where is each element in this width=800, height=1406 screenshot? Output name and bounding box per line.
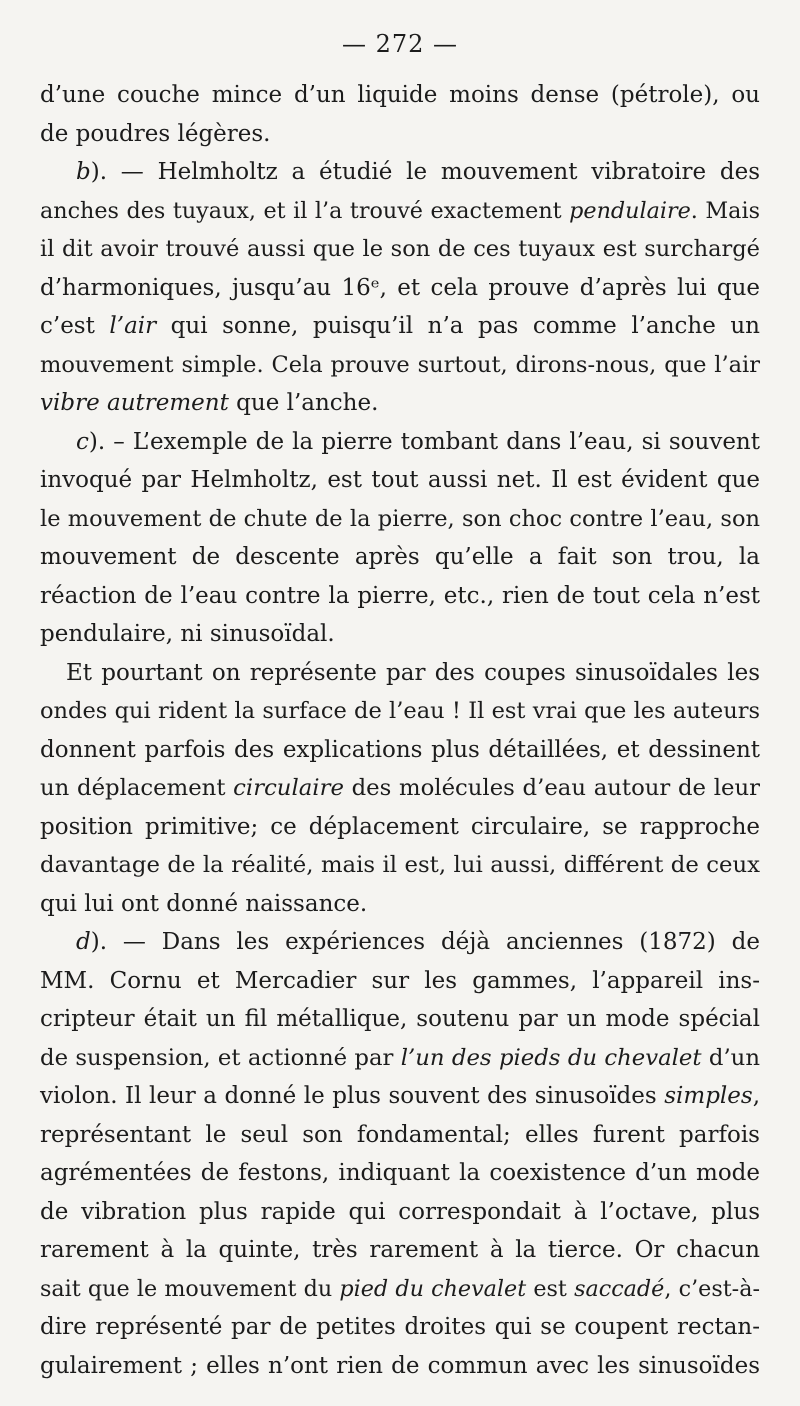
text-line bbox=[40, 1000, 760, 1039]
text-line bbox=[40, 346, 760, 385]
text-line bbox=[40, 923, 760, 962]
text-segment: dire représenté par de petites droites qui se coupent rectan- bbox=[40, 1314, 760, 1340]
page-number: — 272 — bbox=[341, 30, 459, 58]
text-segment: ). — Dans les expériences déjà anciennes (1872) de bbox=[90, 929, 760, 955]
text-line bbox=[40, 153, 760, 192]
text-segment: rarement à la quinte, très rarement à la tierce. Or chacun bbox=[40, 1237, 760, 1263]
text-segment: , c’est-à- bbox=[664, 1275, 760, 1302]
text-line bbox=[40, 307, 760, 346]
text-line bbox=[40, 192, 760, 231]
text-line bbox=[40, 1308, 760, 1347]
italic-text: saccadé bbox=[574, 1275, 665, 1302]
text-segment: Et pourtant on représente par des coupes sinusoïdales les bbox=[66, 659, 760, 686]
text-line bbox=[40, 1154, 760, 1193]
text-segment: c’est bbox=[40, 313, 110, 339]
text-segment: invoqué par Helmholtz, est tout aussi net. Il est évident que bbox=[40, 467, 760, 493]
text-segment: que l’anche. bbox=[228, 390, 379, 416]
text-segment: cripteur était un fil métallique, soutenu par un mode spécial bbox=[40, 1006, 760, 1032]
italic-text: simples bbox=[664, 1083, 753, 1109]
italic-text: pendulaire bbox=[569, 197, 691, 224]
italic-text: circulaire bbox=[233, 775, 344, 801]
text-segment: des molécules d’eau autour de leur bbox=[343, 775, 760, 801]
text-line bbox=[40, 1270, 760, 1309]
text-line bbox=[40, 1039, 760, 1078]
text-line bbox=[40, 384, 760, 423]
text-line bbox=[40, 1347, 760, 1386]
text-segment: il dit avoir trouvé aussi que le son de ces tuyaux est surchargé bbox=[40, 236, 760, 262]
text-segment: de suspension, et actionné par bbox=[40, 1044, 401, 1071]
text-line bbox=[40, 461, 760, 500]
text-line bbox=[40, 654, 760, 693]
text-segment: MM. Cornu et Mercadier sur les gammes, l’appareil ins- bbox=[40, 967, 760, 994]
text-line bbox=[40, 885, 760, 924]
text-segment: un déplacement bbox=[40, 775, 234, 801]
text-segment: de vibration plus rapide qui correspondait à l’octave, plus bbox=[40, 1198, 760, 1225]
text-segment: pendulaire, ni sinusoïdal. bbox=[40, 621, 335, 647]
text-segment: réaction de l’eau contre la pierre, etc., rien de tout cela n’est bbox=[40, 582, 760, 609]
text-line bbox=[40, 1193, 760, 1232]
text-segment: ondes qui rident la surface de l’eau ! Il est vrai que les auteurs bbox=[40, 698, 760, 724]
text-line bbox=[40, 1231, 760, 1270]
italic-text: l’air bbox=[109, 313, 157, 339]
text-line bbox=[40, 538, 760, 577]
text-segment: donnent parfois des explications plus détaillées, et dessinent bbox=[40, 736, 760, 763]
text-line bbox=[40, 115, 760, 154]
text-line bbox=[40, 230, 760, 269]
text-segment: mouvement de descente après qu’elle a fait son trou, la bbox=[40, 544, 760, 570]
italic-text: d bbox=[76, 929, 91, 955]
text-line bbox=[40, 731, 760, 770]
text-line bbox=[40, 808, 760, 847]
text-line bbox=[40, 962, 760, 1001]
text-line bbox=[40, 423, 760, 462]
text-segment: , bbox=[752, 1083, 760, 1109]
text-segment: est bbox=[526, 1275, 575, 1302]
text-segment: d’harmoniques, jusqu’au 16ᵉ, et cela prouve d’après lui que bbox=[40, 274, 760, 301]
italic-text: c bbox=[76, 428, 89, 455]
text-line bbox=[40, 692, 760, 731]
text-segment: position primitive; ce déplacement circulaire, se rapproche bbox=[40, 813, 760, 840]
text-segment: anches des tuyaux, et il l’a trouvé exactement bbox=[40, 197, 570, 224]
body-text bbox=[40, 76, 760, 1385]
text-line bbox=[40, 269, 760, 308]
text-segment: de poudres légères. bbox=[40, 120, 271, 147]
text-line bbox=[40, 769, 760, 808]
text-line bbox=[40, 76, 760, 115]
text-segment: ). — Helmholtz a étudié le mouvement vibratoire des bbox=[90, 159, 760, 185]
text-segment: . Mais bbox=[690, 197, 760, 224]
italic-text: b bbox=[76, 159, 91, 185]
text-segment: gulairement ; elles n’ont rien de commun avec les sinusoïdes bbox=[40, 1352, 760, 1379]
text-line bbox=[40, 846, 760, 885]
text-segment: mouvement simple. Cela prouve surtout, dirons-nous, que l’air bbox=[40, 351, 760, 378]
text-segment: agrémentées de festons, indiquant la coexistence d’un mode bbox=[40, 1160, 760, 1186]
text-segment: davantage de la réalité, mais il est, lui aussi, différent de ceux bbox=[40, 852, 760, 878]
text-line bbox=[40, 1077, 760, 1116]
text-segment: ). – L’exemple de la pierre tombant dans l’eau, si souvent bbox=[88, 428, 760, 455]
text-line bbox=[40, 615, 760, 654]
italic-text: l’un des pieds du chevalet bbox=[400, 1044, 702, 1071]
italic-text: pied du chevalet bbox=[339, 1275, 527, 1302]
italic-text: vibre autrement bbox=[40, 390, 229, 416]
text-line bbox=[40, 1116, 760, 1155]
text-segment: d’un bbox=[701, 1044, 760, 1071]
text-segment: sait que le mouvement du bbox=[40, 1275, 340, 1302]
text-segment: le mouvement de chute de la pierre, son choc contre l’eau, son bbox=[40, 505, 760, 532]
text-segment: qui sonne, puisqu’il n’a pas comme l’anche un bbox=[156, 313, 760, 339]
text-line bbox=[40, 577, 760, 616]
text-segment: représentant le seul son fondamental; elles furent parfois bbox=[40, 1121, 760, 1148]
text-segment: violon. Il leur a donné le plus souvent des sinusoïdes bbox=[40, 1083, 665, 1109]
text-segment: d’une couche mince d’un liquide moins dense (pétrole), ou bbox=[40, 82, 760, 108]
text-line bbox=[40, 500, 760, 539]
text-segment: qui lui ont donné naissance. bbox=[40, 890, 368, 917]
